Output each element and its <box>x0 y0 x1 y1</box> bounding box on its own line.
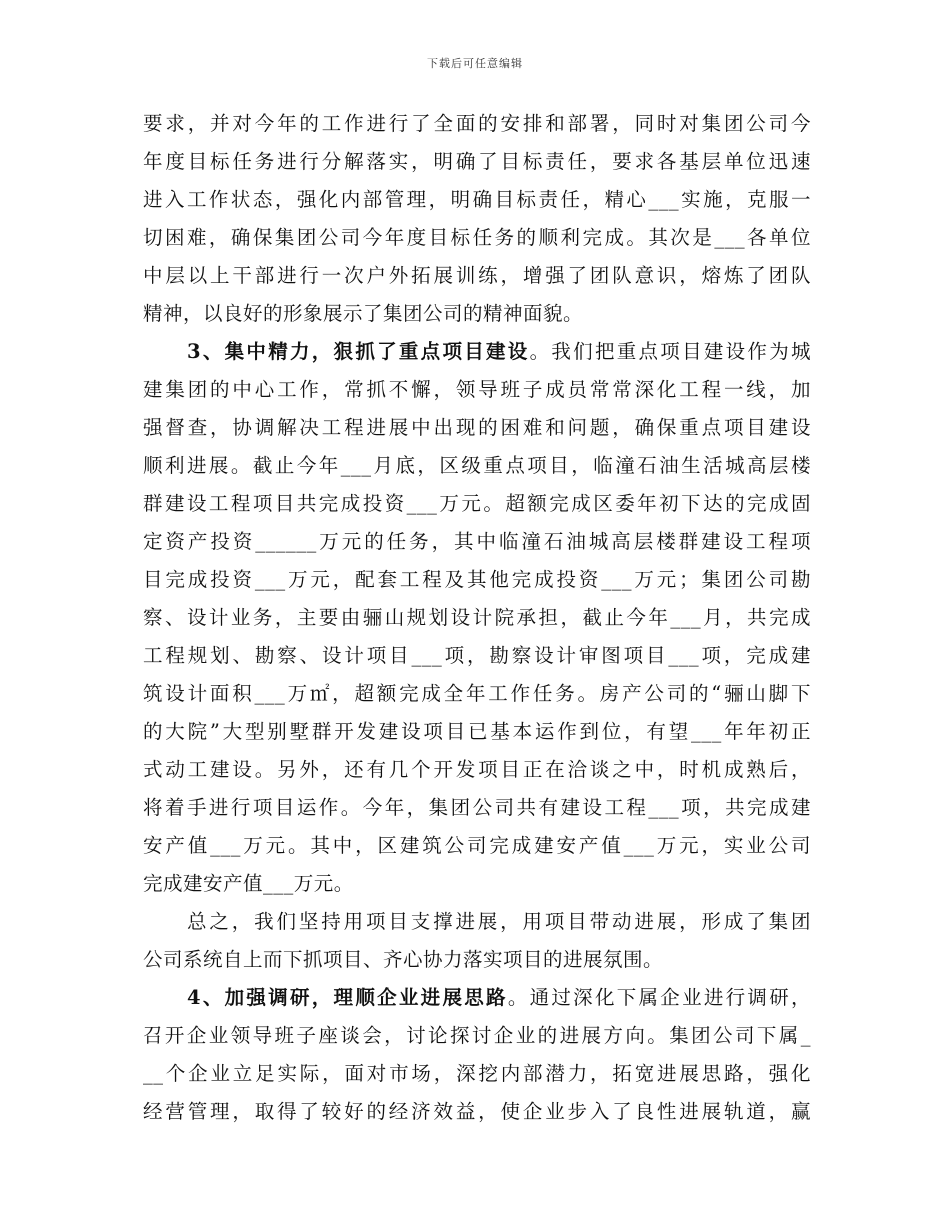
text-line: 察、设计业务，主要由骊山规划设计院承担，截止今年___月，共完成 <box>143 606 811 629</box>
heading-continuation: 。我们把重点项目建设作为城 <box>529 340 811 363</box>
paragraph-summary <box>143 903 811 979</box>
text-line: 工程规划、勘察、设计项目___项，勘察设计审图项目___项，完成建 <box>143 644 811 667</box>
text-line: 安产值___万元。其中，区建筑公司完成建安产值___万元，实业公司 <box>143 834 811 857</box>
text-line: 要求，并对今年的工作进行了全面的安排和部署，同时对集团公司今 <box>143 112 811 135</box>
text-line: 定资产投资______万元的任务，其中临潼石油城高层楼群建设工程项 <box>143 530 811 553</box>
section-heading: 3、集中精力，狠抓了重点项目建设 <box>187 340 530 363</box>
text-line: 召开企业领导班子座谈会，讨论探讨企业的进展方向。集团公司下属_ <box>143 1024 811 1047</box>
text-line: 中层以上干部进行一次户外拓展训练，增强了团队意识，熔炼了团队 <box>143 264 811 287</box>
text-line: 精神，以良好的形象展示了集团公司的精神面貌。 <box>143 302 584 325</box>
text-line: 群建设工程项目共完成投资___万元。超额完成区委年初下达的完成固 <box>143 492 811 515</box>
paragraph-section-3 <box>143 333 811 903</box>
section-heading: 4、加强调研，理顺企业进展思路 <box>187 986 508 1009</box>
text-line: 的大院”大型别墅群开发建设项目已基本运作到位，有望___年年初正 <box>143 720 811 743</box>
text-line: 建集团的中心工作，常抓不懈，领导班子成员常常深化工程一线，加 <box>143 378 811 401</box>
heading-continuation: 。通过深化下属企业进行调研， <box>507 986 811 1009</box>
text-line: 筑设计面积___万㎡，超额完成全年工作任务。房产公司的“骊山脚下 <box>143 682 811 705</box>
paragraph-1 <box>143 105 811 333</box>
text-line-with-heading <box>143 979 811 1017</box>
text-line: 强督查，协调解决工程进展中出现的困难和问题，确保重点项目建设 <box>143 416 811 439</box>
text-line: 进入工作状态，强化内部管理，明确目标责任，精心___实施，克服一 <box>143 188 811 211</box>
text-line: 年度目标任务进行分解落实，明确了目标责任，要求各基层单位迅速 <box>143 150 811 173</box>
text-line: 完成建安产值___万元。 <box>143 872 354 895</box>
text-line-with-heading <box>143 333 811 371</box>
text-line: 总之，我们坚持用项目支撑进展，用项目带动进展，形成了集团 <box>187 910 811 933</box>
page-header-note: 下载后可任意编辑 <box>427 57 523 70</box>
text-line: 切困难，确保集团公司今年度目标任务的顺利完成。其次是___各单位 <box>143 226 811 249</box>
paragraph-section-4 <box>143 979 811 1131</box>
text-line: 将着手进行项目运作。今年，集团公司共有建设工程___项，共完成建 <box>143 796 811 819</box>
text-line: 目完成投资___万元，配套工程及其他完成投资___万元；集团公司勘 <box>143 568 811 591</box>
text-line: __个企业立足实际，面对市场，深挖内部潜力，拓宽进展思路，强化 <box>143 1062 811 1085</box>
document-body <box>143 105 811 1131</box>
text-line: 式动工建设。另外，还有几个开发项目正在洽谈之中，时机成熟后， <box>143 758 811 781</box>
text-line: 顺利进展。截止今年___月底，区级重点项目，临潼石油生活城高层楼 <box>143 454 811 477</box>
text-line: 经营管理，取得了较好的经济效益，使企业步入了良性进展轨道，赢 <box>143 1100 811 1123</box>
text-line: 公司系统自上而下抓项目、齐心协力落实项目的进展氛围。 <box>143 948 664 971</box>
